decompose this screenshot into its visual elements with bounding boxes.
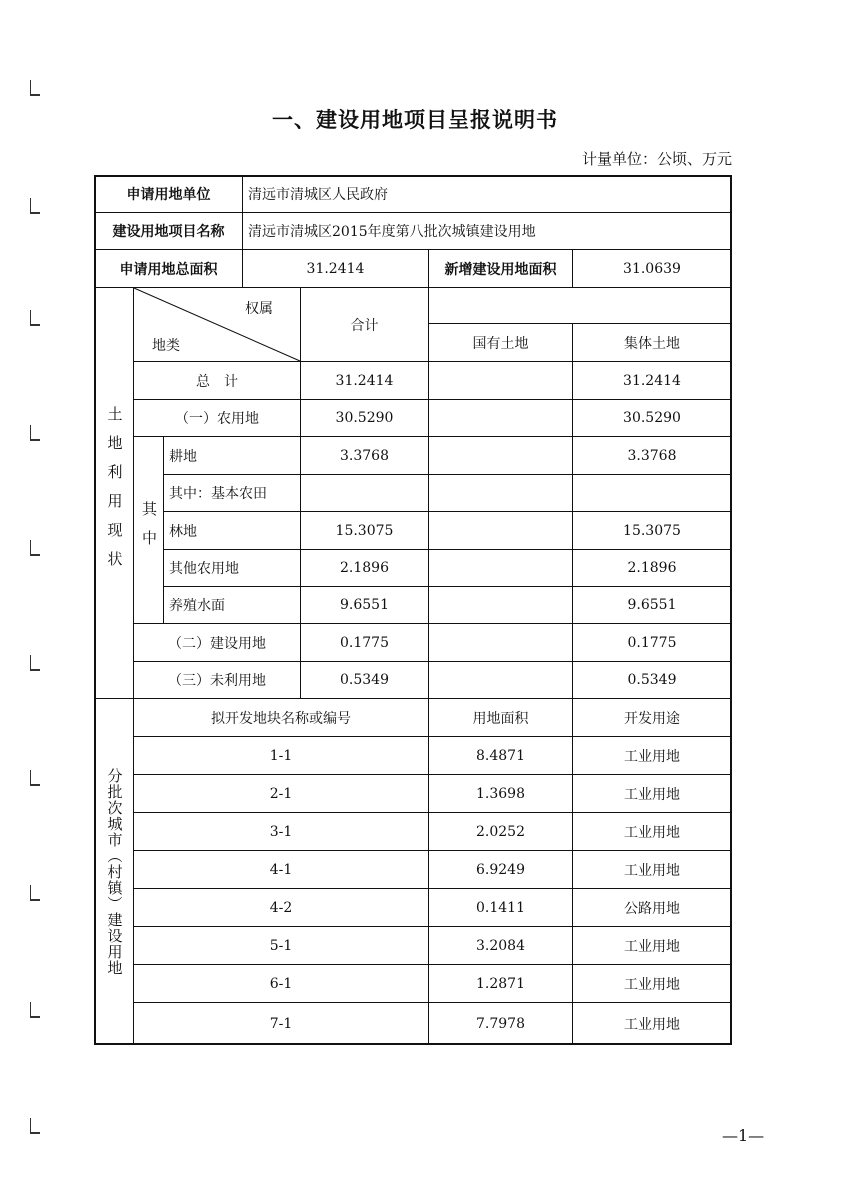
plot-area: 1.3698 [428,774,573,813]
project-name-value: 清远市清城区2015年度第八批次城镇建设用地 [242,212,732,250]
landuse-section-label [94,287,134,699]
landuse-row-state [428,549,573,587]
landuse-row-collective [572,474,732,512]
plot-area: 2.0252 [428,812,573,851]
landuse-row-state [428,586,573,624]
plot-id: 1-1 [133,736,429,775]
plot-id: 6-1 [133,964,429,1003]
landuse-row-total: 2.1896 [300,549,429,587]
binding-mark [30,655,40,671]
landuse-row-name: （一）农用地 [133,399,301,437]
landuse-row-collective: 9.6551 [572,586,732,624]
plots-col-name: 拟开发地块名称或编号 [133,698,429,737]
landuse-row-state [428,661,573,699]
plot-id: 4-1 [133,850,429,889]
landuse-row-state [428,623,573,662]
binding-mark [30,540,40,556]
plot-use: 工业用地 [572,774,732,813]
project-name-label: 建设用地项目名称 [94,212,243,250]
plots-section-label [94,698,134,1045]
plots-section-text: 分批次城市（村镇）建设用地 [105,767,124,976]
landuse-row-state [428,511,573,550]
total-area-label: 申请用地总面积 [94,249,243,288]
landuse-row-collective: 15.3075 [572,511,732,550]
diag-label-landclass: 地类 [152,338,180,354]
new-area-label: 新增建设用地面积 [428,249,573,288]
plot-use: 工业用地 [572,736,732,775]
diag-label-ownership: 权属 [245,301,273,317]
landuse-row-total: 30.5290 [300,399,429,437]
plot-use: 工业用地 [572,812,732,851]
landuse-row-total: 0.5349 [300,661,429,699]
unit-label: 计量单位：公顷、万元 [581,150,732,168]
col-state-header: 国有土地 [428,323,573,362]
landuse-row-collective: 0.1775 [572,623,732,662]
plot-area: 7.7978 [428,1002,573,1045]
col-total-header: 合计 [300,287,429,362]
of-which-label [133,436,164,624]
landuse-row-collective: 31.2414 [572,361,732,400]
of-which-text: 其中 [140,501,158,559]
page-number: —1— [722,1126,765,1145]
plot-area: 3.2084 [428,926,573,965]
binding-mark [30,310,40,326]
landuse-row-name: 总 计 [133,361,301,400]
page-title: 一、建设用地项目呈报说明书 [272,108,558,132]
applicant-value: 清远市清城区人民政府 [242,175,732,213]
plot-area: 1.2871 [428,964,573,1003]
landuse-row-total: 9.6551 [300,586,429,624]
col-ownership-spacer [428,287,732,324]
plot-use: 工业用地 [572,850,732,889]
binding-mark [30,1118,40,1134]
plots-col-use: 开发用途 [572,698,732,737]
landuse-row-collective: 30.5290 [572,399,732,437]
col-collective-header: 集体土地 [572,323,732,362]
landuse-row-name: 养殖水面 [163,586,301,624]
plot-use: 公路用地 [572,888,732,927]
plot-use: 工业用地 [572,1002,732,1045]
landuse-row-collective: 2.1896 [572,549,732,587]
landuse-row-state [428,474,573,512]
binding-mark [30,80,40,96]
applicant-label: 申请用地单位 [94,175,243,213]
binding-mark [30,198,40,214]
plot-id: 7-1 [133,1002,429,1045]
landuse-row-total: 31.2414 [300,361,429,400]
landuse-row-collective: 3.3768 [572,436,732,475]
landuse-row-total: 3.3768 [300,436,429,475]
binding-mark [30,425,40,441]
landuse-row-total: 15.3075 [300,511,429,550]
landuse-row-name: （三）未利用地 [133,661,301,699]
plot-use: 工业用地 [572,964,732,1003]
landuse-row-state [428,436,573,475]
plot-area: 6.9249 [428,850,573,889]
new-area-value: 31.0639 [572,249,732,288]
landuse-row-name: 其他农用地 [163,549,301,587]
plot-id: 4-2 [133,888,429,927]
binding-mark [30,770,40,786]
plot-use: 工业用地 [572,926,732,965]
total-area-value: 31.2414 [242,249,429,288]
landuse-row-total [300,474,429,512]
landuse-row-name: （二）建设用地 [133,623,301,662]
plot-id: 2-1 [133,774,429,813]
landuse-row-state [428,399,573,437]
plot-area: 8.4871 [428,736,573,775]
landuse-row-name: 其中：基本农田 [163,474,301,512]
landuse-row-total: 0.1775 [300,623,429,662]
landuse-row-collective: 0.5349 [572,661,732,699]
binding-mark [30,885,40,901]
plot-id: 3-1 [133,812,429,851]
landuse-row-state [428,361,573,400]
plot-id: 5-1 [133,926,429,965]
landuse-row-name: 耕地 [163,436,301,475]
plots-col-area: 用地面积 [428,698,573,737]
binding-mark [30,1002,40,1018]
plot-area: 0.1411 [428,888,573,927]
landuse-row-name: 林地 [163,511,301,550]
landuse-section-text: 土地利用现状 [105,406,124,580]
